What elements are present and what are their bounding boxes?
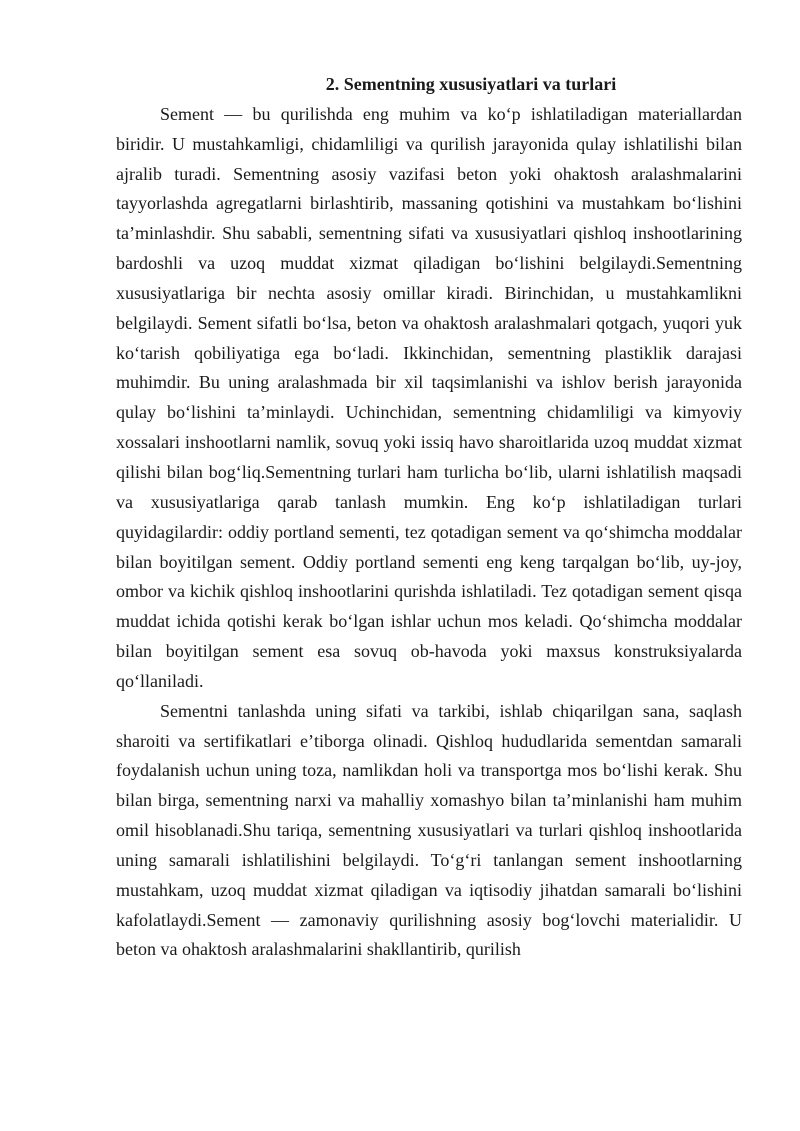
body-paragraph-1: Sement — bu qurilishda eng muhim va koʻp ishlatiladigan materiallardan biridir. U mustahkamligi, chidamliligi va qurilish jarayonida qulay ishlatilishi bilan ajralib turadi. Sementning asosiy vazifasi beton yoki ohaktosh aralashmalarini tayyorlashda agregatlarni birlashtirib, massaning qotishini va mustahkam boʻlishini taʼminlashdir. Shu sababli, sementning sifati va xususiyatlari qishloq inshootlarining bardoshli va uzoq muddat xizmat qiladigan boʻlishini belgilaydi.Sementning xususiyatlariga bir nechta asosiy omillar kiradi. Birinchidan, u mustahkamlikni belgilaydi. Sement sifatli boʻlsa, beton va ohaktosh aralashmalari qotgach, yuqori yuk koʻtarish qobiliyatiga ega boʻladi. Ikkinchidan, sementning plastiklik darajasi muhimdir. Bu uning aralashmada bir xil taqsimlanishi va ishlov berish jarayonida qulay boʻlishini taʼminlaydi. Uchinchidan, sementning chidamliligi va kimyoviy xossalari inshootlarni namlik, sovuq yoki issiq havo sharoitlarida uzoq muddat xizmat qilishi bilan bogʻliq.Sementning turlari ham turlicha boʻlib, ularni ishlatilish maqsadi va xususiyatlariga qarab tanlash mumkin. Eng koʻp ishlatiladigan turlari quyidagilardir: oddiy portland sementi, tez qotadigan sement va qoʻshimcha moddalar bilan boyitilgan sement. Oddiy portland sementi eng keng tarqalgan boʻlib, uy-joy, ombor va kichik qishloq inshootlarini qurishda ishlatiladi. Tez qotadigan sement qisqa muddat ichida qotishi kerak boʻlgan ishlar uchun mos keladi. Qoʻshimcha moddalar bilan boyitilgan sement esa sovuq ob-havoda yoki maxsus konstruksiyalarda qoʻllaniladi. — [116, 103, 742, 691]
section-heading: 2. Sementning xususiyatlari va turlari — [325, 74, 617, 94]
body-paragraph-2: Sementni tanlashda uning sifati va tarkibi, ishlab chiqarilgan sana, saqlash sharoiti va sertifikatlari eʼtiborga olinadi. Qishloq hududlarida sementdan samarali foydalanish uchun uning toza, namlikdan holi va transportga mos boʻlishi kerak. Shu bilan birga, sementning narxi va mahalliy xomashyo bilan taʼminlanishi ham muhim omil hisoblanadi.Shu tariqa, sementning xususiyatlari va turlari qishloq inshootlarida uning samarali ishlatilishini belgilaydi. Toʻgʻri tanlangan sement inshootlarning mustahkam, uzoq muddat xizmat qiladigan va iqtisodiy jihatdan samarali boʻlishini kafolatlaydi.Sement — zamonaviy qurilishning asosiy bogʻlovchi materialidir. U beton va ohaktosh aralashmalarini shakllantirib, qurilish — [116, 700, 742, 960]
document-page — [116, 70, 742, 965]
